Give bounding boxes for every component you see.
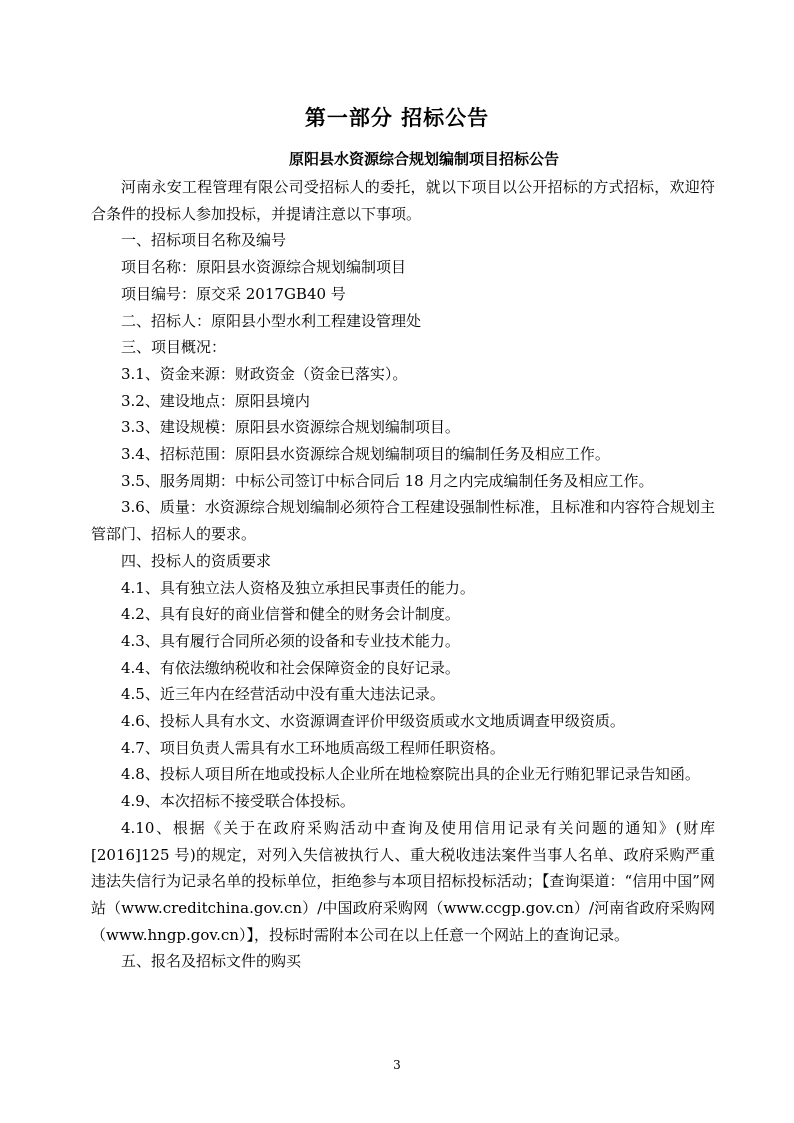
- clause-3-6: 3.6、质量：水资源综合规划编制必须符合工程建设强制性标准，且标准和内容符合规划主管部门、招标人的要求。: [91, 498, 715, 544]
- section-heading-5: 五、报名及招标文件的购买: [121, 952, 302, 971]
- clause-3-5: 3.5、服务周期：中标公司签订中标合同后 18 月之内完成编制任务及相应工作。: [121, 471, 654, 490]
- page-number: 3: [393, 1058, 401, 1072]
- document-title: 原阳县水资源综合规划编制项目招标公告: [288, 150, 559, 168]
- clause-4-4: 4.4、有依法缴纳税收和社会保障资金的良好记录。: [121, 658, 460, 677]
- part-heading: 第一部分 招标公告: [304, 105, 490, 130]
- clause-4-8: 4.8、投标人项目所在地或投标人企业所在地检察院出具的企业无行贿犯罪记录告知函。: [121, 765, 700, 784]
- clause-4-10: 4.10、根据《关于在政府采购活动中查询及使用信用记录有关问题的通知》(财库[2016]125 号)的规定，对列入失信被执行人、重大税收违法案件当事人名单、政府采购严重违法失信行为记录名单的投标单位，拒绝参与本项目招标投标活动；【查询渠道：“信用中国”网站（www.creditchina.gov.cn）/中国政府采购网（www.ccgp.gov.cn）/河南省政府采购网（www.hngp.gov.cn）】，投标时需附本公司在以上任意一个网站上的查询记录。: [91, 818, 715, 944]
- clause-4-5: 4.5、近三年内在经营活动中没有重大违法记录。: [121, 685, 445, 704]
- clause-3-2: 3.2、建设地点：原阳县境内: [121, 391, 310, 410]
- clause-4-2: 4.2、具有良好的商业信誉和健全的财务会计制度。: [121, 605, 460, 624]
- clause-3-1: 3.1、资金来源：财政资金（资金已落实）。: [121, 364, 408, 383]
- project-number: 项目编号：原交采 2017GB40 号: [121, 284, 346, 303]
- clause-4-1: 4.1、具有独立法人资格及独立承担民事责任的能力。: [121, 578, 475, 597]
- section-heading-2: 二、招标人：原阳县小型水利工程建设管理处: [121, 311, 422, 330]
- section-heading-1: 一、招标项目名称及编号: [121, 231, 287, 250]
- intro-paragraph: 河南永安工程管理有限公司受招标人的委托，就以下项目以公开招标的方式招标，欢迎符合条件的投标人参加投标，并提请注意以下事项。: [91, 178, 715, 223]
- project-name: 项目名称：原阳县水资源综合规划编制项目: [121, 258, 407, 277]
- clause-3-3: 3.3、建设规模：原阳县水资源综合规划编制项目。: [121, 418, 460, 437]
- section-heading-3: 三、项目概况：: [121, 338, 227, 357]
- clause-4-9: 4.9、本次招标不接受联合体投标。: [121, 792, 355, 811]
- clause-4-7: 4.7、项目负责人需具有水工环地质高级工程师任职资格。: [121, 738, 505, 757]
- clause-3-4: 3.4、招标范围：原阳县水资源综合规划编制项目的编制任务及相应工作。: [121, 445, 610, 464]
- clause-4-3: 4.3、具有履行合同所必须的设备和专业技术能力。: [121, 631, 460, 650]
- section-heading-4: 四、投标人的资质要求: [121, 551, 272, 570]
- clause-4-6: 4.6、投标人具有水文、水资源调查评价甲级资质或水文地质调查甲级资质。: [121, 712, 625, 731]
- announcement-body: [91, 174, 715, 975]
